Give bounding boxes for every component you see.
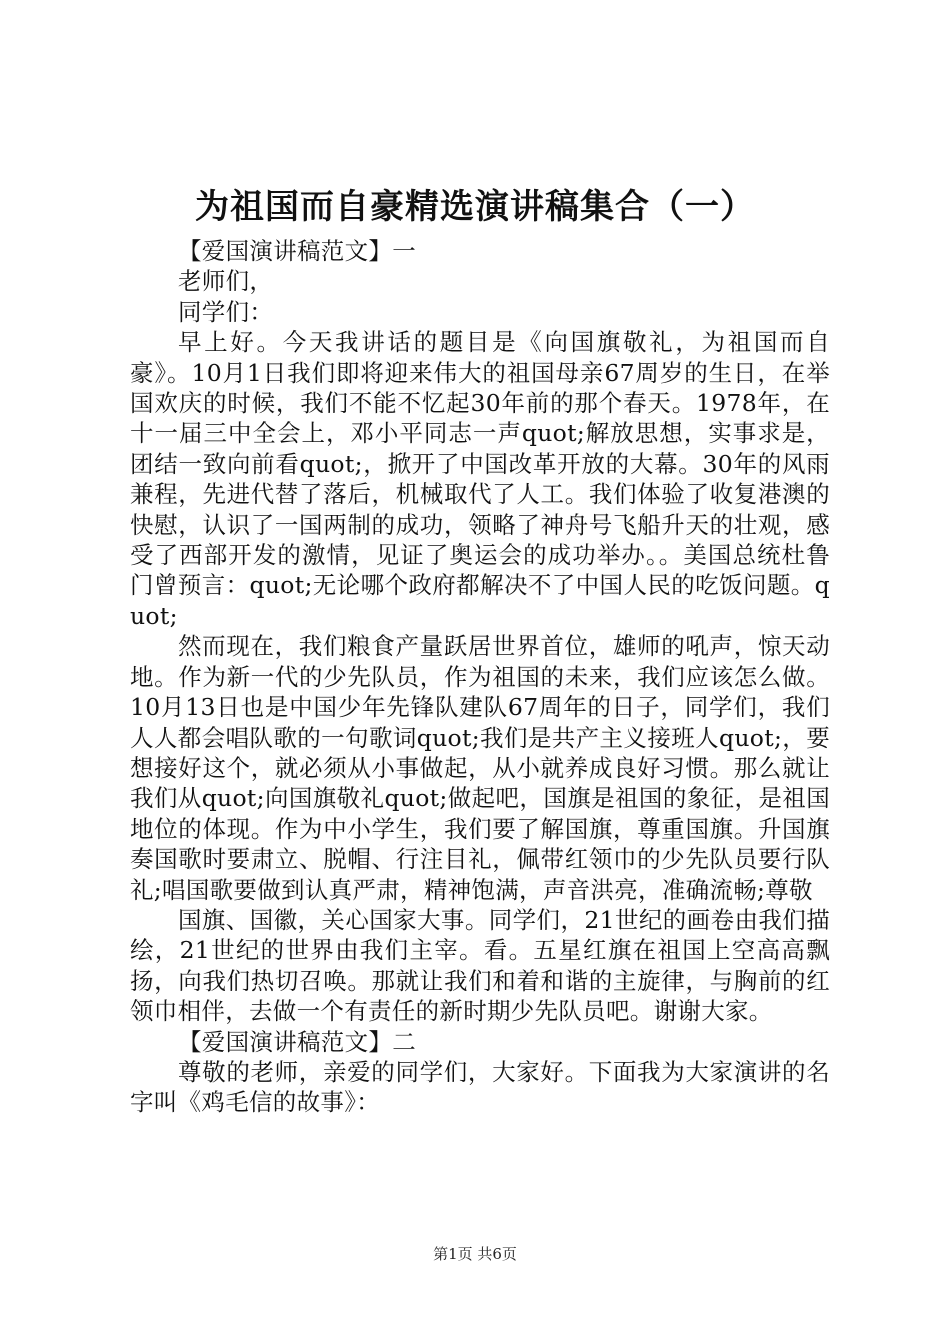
body-paragraph: 尊敬的老师，亲爱的同学们，大家好。下面我为大家演讲的名字叫《鸡毛信的故事》： <box>130 1057 830 1117</box>
body-paragraph: 然而现在，我们粮食产量跃居世界首位，雄师的吼声，惊天动地。作为新一代的少先队员，作为祖国的未来，我们应该怎么做。10月13日也是中国少年先锋队建队67周年的日子，同学们，我们人人都会唱队歌的一句歌词quot;我们是共产主义接班人quot;，要想接好这个，就必须从小事做起，从小就养成良好习惯。那么就让我们从quot;向国旗敬礼quot;做起吧，国旗是祖国的象征，是祖国地位的体现。作为中小学生，我们要了解国旗，尊重国旗。升国旗奏国歌时要肃立、脱帽、行注目礼，佩带红领巾的少先队员要行队礼;唱国歌要做到认真严肃，精神饱满，声音洪亮，准确流畅;尊敬 <box>130 632 830 904</box>
salutation-line: 老师们， <box>178 267 274 296</box>
section-heading: 【爱国演讲稿范文】一 <box>178 237 416 265</box>
section-heading: 【爱国演讲稿范文】二 <box>178 1027 416 1056</box>
document-body <box>130 236 830 1118</box>
page-footer: 第1页 共6页 <box>433 1245 517 1263</box>
document-title: 为祖国而自豪精选演讲稿集合（一） <box>195 187 755 227</box>
body-paragraph: 早上好。今天我讲话的题目是《向国旗敬礼，为祖国而自豪》。10月1日我们即将迎来伟大的祖国母亲67周岁的生日，在举国欢庆的时候，我们不能不忆起30年前的那个春天。1978年，在十一届三中全会上，邓小平同志一声quot;解放思想，实事求是，团结一致向前看quot;，掀开了中国改革开放的大幕。30年的风雨兼程，先进代替了落后，机械取代了人工。我们体验了收复港澳的快慰，认识了一国两制的成功，领略了神舟号飞船升天的壮观，感受了西部开发的激情，见证了奥运会的成功举办。。美国总统杜鲁门曾预言：quot;无论哪个政府都解决不了中国人民的吃饭问题。quot; <box>130 328 830 630</box>
salutation-line: 同学们： <box>178 297 274 326</box>
body-paragraph: 国旗、国徽，关心国家大事。同学们，21世纪的画卷由我们描绘，21世纪的世界由我们主宰。看。五星红旗在祖国上空高高飘扬，向我们热切召唤。那就让我们和着和谐的主旋律，与胸前的红领巾相伴，去做一个有责任的新时期少先队员吧。谢谢大家。 <box>130 905 830 1026</box>
